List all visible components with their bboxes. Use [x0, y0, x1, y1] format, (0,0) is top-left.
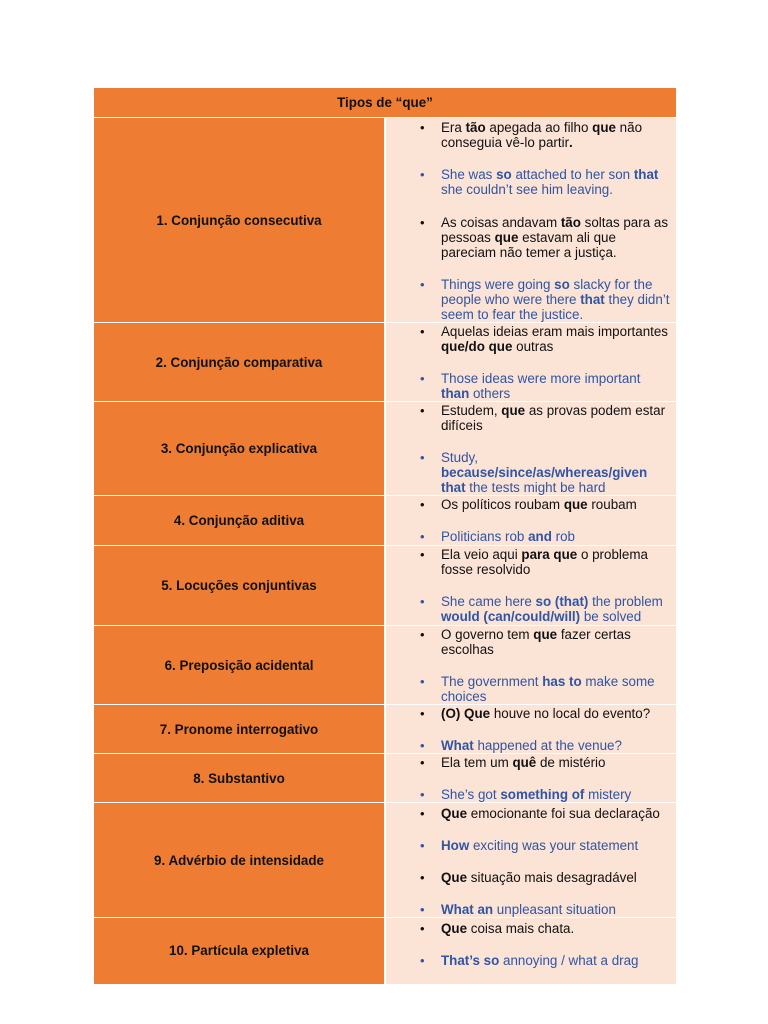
example-text: houve no local do evento?	[490, 706, 651, 721]
example-portuguese	[386, 403, 676, 433]
highlighted-text: so (that)	[535, 594, 589, 609]
highlighted-text: Que	[441, 921, 468, 936]
bullet-icon: •	[420, 529, 425, 544]
bullet-icon: •	[420, 755, 425, 770]
examples-cell	[385, 118, 676, 323]
highlighted-text: That’s so	[441, 953, 500, 968]
highlighted-text: tão	[465, 120, 486, 135]
type-label: 7. Pronome interrogativo	[94, 705, 385, 754]
bullet-icon: •	[420, 497, 425, 512]
type-label: 5. Locuções conjuntivas	[94, 546, 385, 626]
example-text: outras	[512, 339, 554, 354]
type-label: 9. Advérbio de intensidade	[94, 803, 385, 918]
example-text: be solved	[580, 609, 642, 624]
example-text: slacky for the people who were there	[441, 277, 653, 307]
example-text: Estudem,	[441, 403, 502, 418]
bullet-icon: •	[420, 870, 425, 885]
example-text: Era	[441, 120, 466, 135]
bullet-icon: •	[420, 902, 425, 917]
example-text: situação mais desagradável	[467, 870, 637, 885]
examples-cell	[385, 705, 676, 754]
bullet-icon: •	[420, 120, 425, 135]
bullet-icon: •	[420, 215, 425, 230]
highlighted-text: tão	[560, 215, 581, 230]
example-text: attached to her son	[511, 167, 634, 182]
highlighted-text: Que	[441, 870, 468, 885]
type-label: 3. Conjunção explicativa	[94, 402, 385, 496]
table-row	[94, 546, 676, 626]
example-text: não conseguia vê-lo partir	[441, 120, 643, 150]
bullet-icon: •	[420, 627, 425, 642]
example-portuguese	[386, 497, 676, 512]
example-english	[386, 450, 676, 495]
highlighted-text: that	[633, 167, 659, 182]
example-text: coisa mais chata.	[467, 921, 575, 936]
bullet-icon: •	[420, 277, 425, 292]
example-text: She came here	[441, 594, 536, 609]
example-text: rob	[551, 529, 575, 544]
examples-cell	[385, 546, 676, 626]
example-text: de mistério	[536, 755, 606, 770]
examples-cell	[385, 803, 676, 918]
example-text: unpleasant situation	[493, 902, 616, 917]
examples-cell	[385, 496, 676, 546]
example-text: Things were going	[441, 277, 555, 292]
table-row	[94, 118, 676, 323]
highlighted-text: than	[441, 386, 470, 401]
highlighted-text: and	[528, 529, 552, 544]
highlighted-text: because/since/as/whereas/given that	[441, 465, 648, 495]
highlighted-text: so	[496, 167, 512, 182]
example-text: make some choices	[441, 674, 655, 704]
bullet-icon: •	[420, 371, 425, 386]
example-portuguese	[386, 870, 676, 885]
highlighted-text: How	[441, 838, 470, 853]
table-row	[94, 402, 676, 496]
bullet-icon: •	[420, 674, 425, 689]
highlighted-text: would (can/could/will)	[441, 609, 581, 624]
highlighted-text: something of	[500, 787, 585, 802]
example-english	[386, 594, 676, 624]
example-portuguese	[386, 806, 676, 821]
example-portuguese	[386, 120, 676, 150]
example-text: fazer certas escolhas	[441, 627, 631, 657]
table-row	[94, 705, 676, 754]
type-label: 4. Conjunção aditiva	[94, 496, 385, 546]
example-text: She’s got	[441, 787, 501, 802]
example-english	[386, 787, 676, 802]
example-text: Those ideas were more important	[441, 371, 641, 386]
highlighted-text: so	[554, 277, 570, 292]
example-english	[386, 902, 676, 917]
example-text: the tests might be hard	[465, 480, 606, 495]
example-text: She was	[441, 167, 497, 182]
example-english	[386, 529, 676, 544]
example-portuguese	[386, 755, 676, 770]
highlighted-text: (O) Que	[441, 706, 491, 721]
type-label: 1. Conjunção consecutiva	[94, 118, 385, 323]
bullet-icon: •	[420, 806, 425, 821]
example-text: as provas podem estar difíceis	[441, 403, 666, 433]
example-text: o problema fosse resolvido	[441, 547, 648, 577]
examples-cell	[385, 402, 676, 496]
bullet-icon: •	[420, 450, 425, 465]
example-english	[386, 953, 676, 968]
examples-cell	[385, 754, 676, 803]
highlighted-text: que	[563, 497, 588, 512]
example-text: Os políticos roubam	[441, 497, 564, 512]
example-text: Study,	[441, 450, 478, 465]
example-text: mistery	[584, 787, 632, 802]
bullet-icon: •	[420, 706, 425, 721]
examples-cell	[385, 323, 676, 402]
bullet-icon: •	[420, 594, 425, 609]
examples-cell	[385, 626, 676, 705]
table-row	[94, 918, 676, 984]
example-text: she couldn’t see him leaving.	[441, 182, 613, 197]
example-text: Ela tem um	[441, 755, 513, 770]
table-title: Tipos de “que”	[94, 88, 676, 118]
highlighted-text: What an	[441, 902, 494, 917]
example-text: they didn’t seem to fear the justice.	[441, 292, 670, 322]
type-label: 8. Substantivo	[94, 754, 385, 803]
table-row	[94, 323, 676, 402]
highlighted-text: que/do que	[441, 339, 513, 354]
example-english	[386, 167, 676, 197]
bullet-icon: •	[420, 787, 425, 802]
bullet-icon: •	[420, 921, 425, 936]
example-portuguese	[386, 706, 676, 721]
example-text: soltas para as pessoas	[441, 215, 669, 245]
bullet-icon: •	[420, 324, 425, 339]
example-text: others	[469, 386, 511, 401]
highlighted-text: que	[501, 403, 526, 418]
highlighted-text: that	[580, 292, 605, 307]
title-row	[94, 88, 676, 118]
highlighted-text: quê	[512, 755, 537, 770]
example-text: roubam	[587, 497, 637, 512]
example-text: exciting was your statement	[469, 838, 639, 853]
table-row	[94, 803, 676, 918]
table-row	[94, 496, 676, 546]
example-portuguese	[386, 215, 676, 260]
example-english	[386, 277, 676, 322]
highlighted-text: What	[441, 738, 474, 753]
example-text: Ela veio aqui	[441, 547, 522, 562]
example-english	[386, 838, 676, 853]
type-label: 10. Partícula expletiva	[94, 918, 385, 984]
table-row	[94, 626, 676, 705]
example-portuguese	[386, 324, 676, 354]
bullet-icon: •	[420, 738, 425, 753]
highlighted-text: has to	[542, 674, 582, 689]
example-text: Aquelas ideias eram mais importantes	[441, 324, 669, 339]
examples-cell	[385, 918, 676, 984]
bullet-icon: •	[420, 403, 425, 418]
example-english	[386, 674, 676, 704]
highlighted-text: Que	[441, 806, 468, 821]
example-text: Politicians rob	[441, 529, 529, 544]
example-text: O governo tem	[441, 627, 534, 642]
example-text: The government	[441, 674, 543, 689]
example-text: As coisas andavam	[441, 215, 561, 230]
example-portuguese	[386, 921, 676, 936]
highlighted-text: que	[533, 627, 558, 642]
example-english	[386, 371, 676, 401]
highlighted-text: que	[592, 120, 616, 135]
example-text: apegada ao filho	[485, 120, 593, 135]
table-body	[94, 88, 676, 984]
table-row	[94, 754, 676, 803]
example-text: annoying / what a drag	[499, 953, 639, 968]
bullet-icon: •	[420, 167, 425, 182]
highlighted-text: para que	[521, 547, 578, 562]
example-portuguese	[386, 627, 676, 657]
type-label: 2. Conjunção comparativa	[94, 323, 385, 402]
example-text: emocionante foi sua declaração	[467, 806, 660, 821]
example-english	[386, 738, 676, 753]
bullet-icon: •	[420, 838, 425, 853]
bullet-icon: •	[420, 547, 425, 562]
example-text: happened at the venue?	[473, 738, 622, 753]
example-text: the problem	[588, 594, 663, 609]
types-table	[94, 88, 676, 984]
bullet-icon: •	[420, 953, 425, 968]
example-portuguese	[386, 547, 676, 577]
highlighted-text: que	[494, 230, 519, 245]
type-label: 6. Preposição acidental	[94, 626, 385, 705]
highlighted-text: .	[569, 135, 573, 150]
example-text: estavam ali que pareciam não temer a justiça.	[441, 230, 617, 260]
